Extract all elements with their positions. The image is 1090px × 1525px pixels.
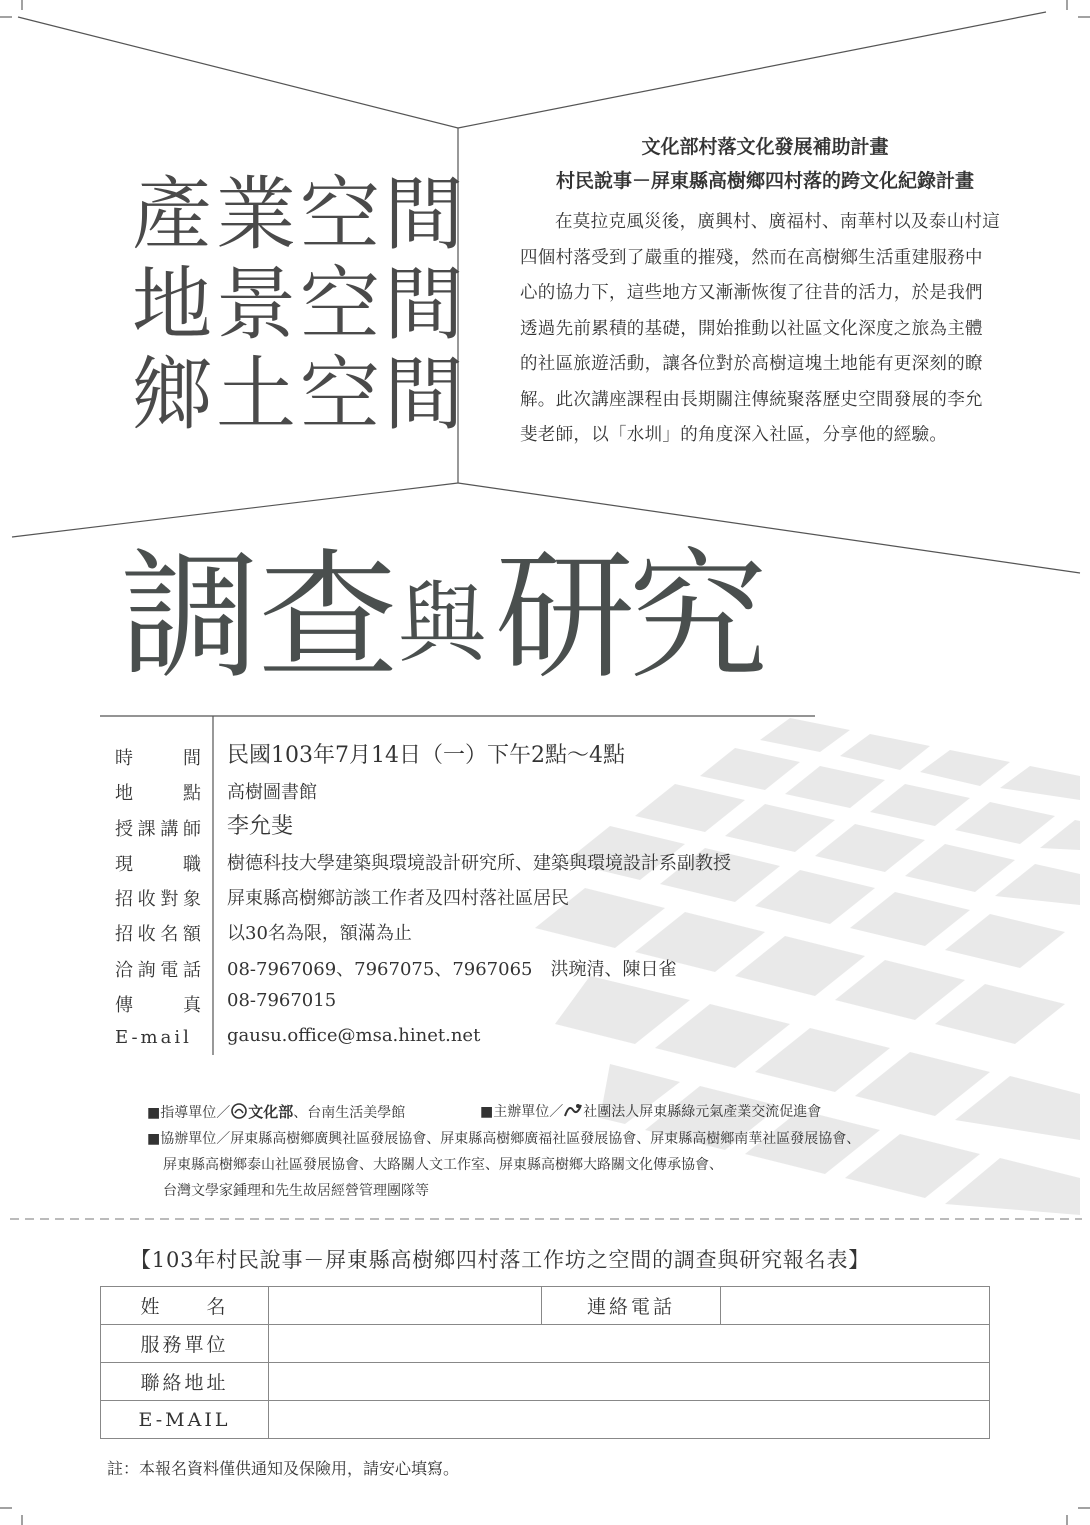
- info-label-fax: 傳 真: [115, 995, 201, 1016]
- info-label-location: 地 點: [115, 783, 201, 804]
- address-label: 聯絡地址: [101, 1363, 269, 1401]
- association-logo-icon: [563, 1102, 583, 1122]
- registration-form-table: [100, 1286, 990, 1439]
- info-label-lecturer: 授課講師: [115, 819, 201, 840]
- address-field[interactable]: [269, 1363, 990, 1401]
- unit-label: 服務單位: [101, 1325, 269, 1363]
- form-note: 註：本報名資料僅供通知及保險用，請安心填寫。: [107, 1459, 460, 1478]
- big-title-char-5: 究: [628, 536, 769, 699]
- form-row-email: [101, 1401, 990, 1439]
- info-value-quota: 以30名為限，額滿為止: [227, 923, 412, 944]
- host-unit-prefix: ■主辦單位／: [480, 1104, 564, 1120]
- info-value-lecturer: 李允斐: [227, 814, 294, 839]
- ministry-of-culture-logo-icon: [230, 1103, 248, 1123]
- form-row-unit: [101, 1325, 990, 1363]
- name-label: 姓 名: [101, 1287, 269, 1325]
- info-label-time: 時 間: [115, 748, 201, 769]
- project-program-title: 文化部村落文化發展補助計畫: [641, 136, 889, 158]
- big-title-char-3: 與: [398, 572, 487, 675]
- host-unit-rest: 社團法人屏東縣綠元氣產業交流促進會: [583, 1104, 822, 1120]
- project-subtitle: 村民說事－屏東縣高樹鄉四村落的跨文化紀錄計畫: [555, 170, 974, 192]
- info-label-target: 招收對象: [115, 889, 201, 910]
- info-label-email: E-mail: [115, 1027, 192, 1048]
- big-title-char-4: 研: [495, 536, 636, 699]
- form-row-name: [101, 1287, 990, 1325]
- info-value-fax: 08-7967015: [227, 990, 337, 1011]
- co-organizer-line-1: ■協辦單位／屏東縣高樹鄉廣興社區發展協會、屏東縣高樹鄉廣福社區發展協會、屏東縣高樹鄉南華社區發展協會、: [147, 1131, 861, 1147]
- big-title-char-1: 調: [120, 536, 261, 699]
- info-label-position: 現 職: [115, 854, 201, 875]
- project-intro-paragraph: 在莫拉克風災後，廣興村、廣福村、南華村以及泰山村這四個村落受到了嚴重的摧殘，然而在高樹鄉生活重建服務中心的協力下，這些地方又漸漸恢復了往昔的活力，於是我們透過先前累積的基礎，開始推動以社區文化深度之旅為主體的社區旅遊活動，讓各位對於高樹這塊土地能有更深刻的瞭解。此次講座課程由長期關注傳統聚落歷史空間發展的李允斐老師，以「水圳」的角度深入社區，分享他的經驗。: [520, 212, 1000, 445]
- info-value-position: 樹德科技大學建築與環境設計研究所、建築與環境設計系副教授: [227, 853, 731, 874]
- co-organizer-line-3: 台灣文學家鍾理和先生故居經營管理團隊等: [163, 1183, 429, 1199]
- email-field[interactable]: [269, 1401, 990, 1439]
- headline-local-space: 鄉土空間: [132, 348, 468, 441]
- form-row-address: [101, 1363, 990, 1401]
- info-value-phone: 08-7967069、7967075、7967065 洪琬清、陳日雀: [227, 959, 677, 980]
- phone-field[interactable]: [721, 1287, 990, 1325]
- guide-unit-line: [147, 1101, 405, 1123]
- headline-industry-space: 產業空間: [132, 168, 468, 261]
- info-label-phone: 洽詢電話: [115, 960, 201, 981]
- info-label-quota: 招收名額: [115, 924, 201, 945]
- name-field[interactable]: [269, 1287, 542, 1325]
- unit-field[interactable]: [269, 1325, 990, 1363]
- host-unit-line: [480, 1101, 821, 1122]
- phone-label: 連絡電話: [542, 1287, 721, 1325]
- guide-unit-prefix: ■指導單位／: [147, 1105, 231, 1121]
- co-organizer-line-2: 屏東縣高樹鄉泰山社區發展協會、大路關人文工作室、屏東縣高樹鄉大路關文化傳承協會、: [163, 1157, 723, 1173]
- info-value-target: 屏東縣高樹鄉訪談工作者及四村落社區居民: [227, 888, 569, 909]
- headline-landscape-space: 地景空間: [132, 258, 468, 351]
- info-value-location: 高樹圖書館: [227, 782, 317, 803]
- guide-unit-logo-text: 文化部: [248, 1103, 294, 1121]
- info-value-email: gausu.office@msa.hinet.net: [227, 1025, 481, 1046]
- registration-form-title: 【103年村民說事－屏東縣高樹鄉四村落工作坊之空間的調查與研究報名表】: [130, 1248, 871, 1272]
- guide-unit-rest: 、台南生活美學館: [293, 1105, 406, 1121]
- email-label: E-MAIL: [101, 1401, 269, 1439]
- info-value-time: 民國103年7月14日（一）下午2點～4點: [227, 743, 625, 768]
- big-title-char-2: 查: [258, 536, 399, 699]
